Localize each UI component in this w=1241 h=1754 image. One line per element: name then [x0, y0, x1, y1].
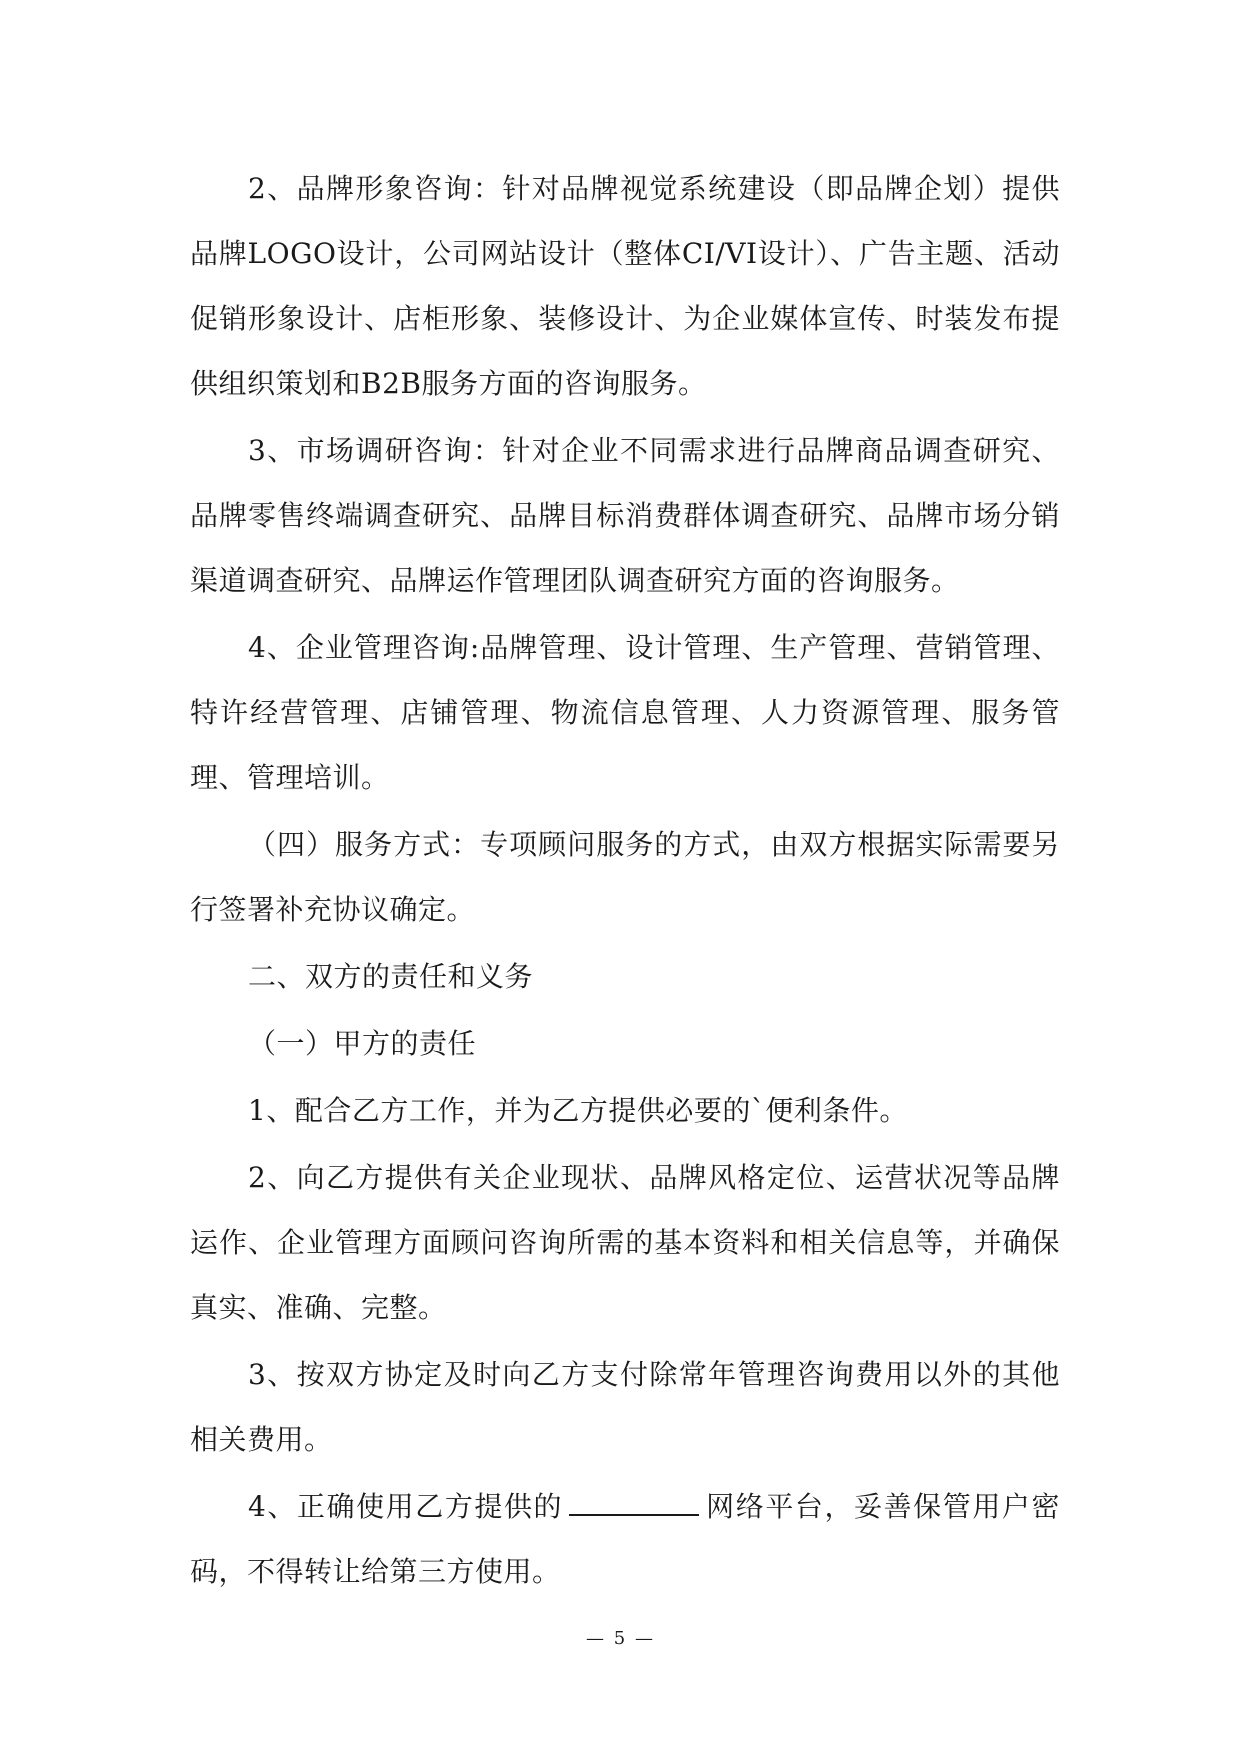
paragraph-party-a-item-1: 1、配合乙方工作，并为乙方提供必要的`便利条件。	[248, 1094, 908, 1127]
paragraph-brand-image-consulting: 2、品牌形象咨询：针对品牌视觉系统建设（即品牌企划）提供品牌LOGO设计，公司网站设计（整体CI/VI设计）、广告主题、活动促销形象设计、店柜形象、装修设计、为企业媒体宣传、时装发布提供组织策划和B2B服务方面的咨询服务。	[190, 172, 1060, 400]
paragraph-market-research-consulting: 3、市场调研咨询：针对企业不同需求进行品牌商品调查研究、品牌零售终端调查研究、品牌目标消费群体调查研究、品牌市场分销渠道调查研究、品牌运作管理团队调查研究方面的咨询服务。	[190, 434, 1060, 597]
paragraph-party-a-item-3: 3、按双方协定及时向乙方支付除常年管理咨询费用以外的其他相关费用。	[190, 1358, 1060, 1456]
paragraph-enterprise-management-consulting: 4、企业管理咨询:品牌管理、设计管理、生产管理、营销管理、特许经营管理、店铺管理、物流信息管理、人力资源管理、服务管理、管理培训。	[190, 631, 1060, 794]
paragraph-text-after-blank: 网络平台，妥善保管用户密码，不得转让给第三方使用。	[190, 1490, 1060, 1588]
document-body	[190, 156, 1060, 1606]
page-number: — 5 —	[586, 1628, 655, 1649]
paragraph-party-a-item-2: 2、向乙方提供有关企业现状、品牌风格定位、运营状况等品牌运作、企业管理方面顾问咨询所需的基本资料和相关信息等，并确保真实、准确、完整。	[190, 1161, 1060, 1324]
paragraph-text-before-blank: 4、正确使用乙方提供的	[248, 1490, 564, 1523]
fill-in-blank-line	[569, 1488, 699, 1516]
subsection-heading-party-a: （一）甲方的责任	[248, 1027, 477, 1060]
section-heading-responsibilities: 二、双方的责任和义务	[248, 960, 534, 993]
paragraph-service-mode: （四）服务方式：专项顾问服务的方式，由双方根据实际需要另行签署补充协议确定。	[190, 828, 1060, 926]
paragraph-party-a-item-4	[190, 1474, 1060, 1604]
